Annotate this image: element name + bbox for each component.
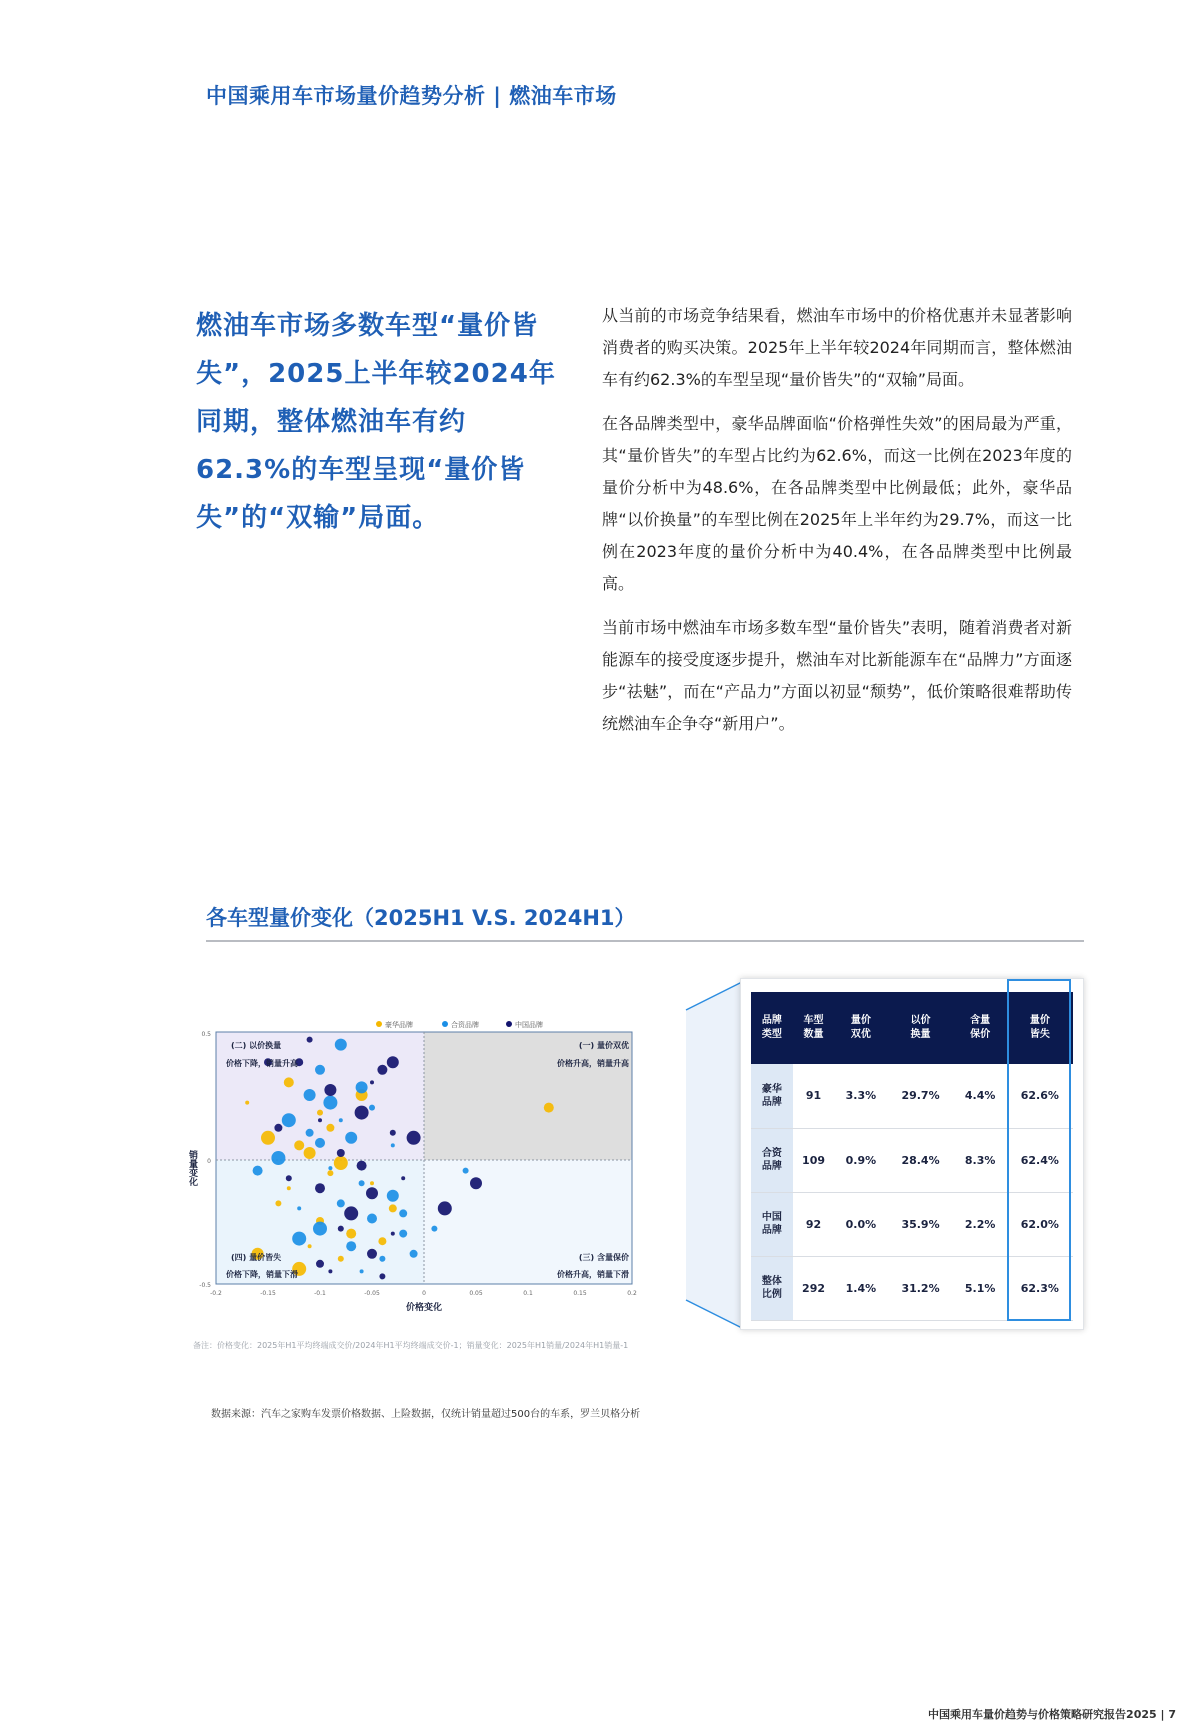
data-point-jv	[339, 1118, 343, 1122]
data-point-jv	[399, 1209, 407, 1217]
data-point-jv	[345, 1132, 357, 1144]
body-text	[602, 300, 1072, 752]
cell-count: 92	[793, 1192, 835, 1256]
header-price-for-volume: 以价 换量	[887, 992, 953, 1064]
cell-count: 91	[793, 1064, 835, 1128]
quadrant-3-subtitle: 价格升高，销量下滑	[557, 1270, 629, 1279]
data-point-jv	[346, 1241, 356, 1251]
callout-connector	[684, 980, 744, 1330]
quadrant-2-subtitle: 价格下降，销量升高	[226, 1059, 298, 1068]
table-row	[751, 1192, 1073, 1256]
data-point-jv	[271, 1151, 285, 1165]
lead-statement: 燃油车市场多数车型“量价皆失”，2025上半年较2024年同期，整体燃油车有约62.3%的车型呈现“量价皆失”的“双输”局面。	[196, 311, 556, 533]
data-point-jv	[360, 1269, 364, 1273]
data-point-jv	[431, 1226, 437, 1232]
data-point-luxury	[304, 1147, 316, 1159]
data-point-jv	[315, 1138, 325, 1148]
data-point-luxury	[261, 1131, 275, 1145]
cell-price-for-volume: 31.2%	[887, 1256, 953, 1320]
data-point-jv	[253, 1166, 263, 1176]
row-type: 整体 比例	[751, 1256, 793, 1320]
header-volume-price-up: 量价 双优	[834, 992, 887, 1064]
data-point-jv	[359, 1180, 365, 1186]
x-tick-label: -0.2	[210, 1290, 222, 1297]
data-point-chinese	[391, 1232, 395, 1236]
paragraph-2: 在各品牌类型中，豪华品牌面临“价格弹性失效”的困局最为严重，其“量价皆失”的车型占比约为62.6%，而这一比例在2023年度的量价分析中为48.6%，在各品牌类型中比例最低；此外，豪华品牌“以价换量”的车型比例在2025年上半年约为29.7%，而这一比例在2023年度的量价分析中为40.4%，在各品牌类型中比例最高。	[602, 414, 1072, 593]
data-point-luxury	[327, 1170, 333, 1176]
cell-count: 292	[793, 1256, 835, 1320]
data-point-luxury	[326, 1124, 334, 1132]
data-point-jv	[292, 1232, 306, 1246]
data-point-jv	[391, 1143, 395, 1147]
y-axis-label: 销量变化	[187, 1150, 197, 1186]
y-tick-bottom: -0.5	[199, 1282, 211, 1289]
data-point-chinese	[315, 1183, 325, 1193]
page-header: 中国乘用车市场量价趋势分析 | 燃油车市场	[206, 84, 617, 108]
summary-table	[751, 992, 1073, 1321]
data-point-chinese	[390, 1130, 396, 1136]
legend-marker-jv	[442, 1021, 448, 1027]
cell-both-up: 0.0%	[834, 1192, 887, 1256]
data-point-chinese	[366, 1187, 378, 1199]
y-tick-top: 0.5	[201, 1031, 211, 1038]
data-point-luxury	[389, 1204, 397, 1212]
data-point-chinese	[387, 1056, 399, 1068]
data-point-chinese	[338, 1226, 344, 1232]
cell-price-for-volume: 29.7%	[887, 1064, 953, 1128]
cell-count: 109	[793, 1128, 835, 1192]
cell-both-down: 62.4%	[1007, 1128, 1073, 1192]
data-point-chinese	[367, 1249, 377, 1259]
legend-marker-chinese	[506, 1021, 512, 1027]
quadrant-2-title: (二) 以价换量	[231, 1041, 282, 1050]
data-point-jv	[356, 1081, 368, 1093]
cell-price-for-volume: 28.4%	[887, 1128, 953, 1192]
data-point-jv	[337, 1199, 345, 1207]
data-point-luxury	[308, 1244, 312, 1248]
data-point-jv	[335, 1039, 347, 1051]
data-point-chinese	[407, 1131, 421, 1145]
data-point-chinese	[324, 1084, 336, 1096]
data-point-chinese	[355, 1106, 369, 1120]
table-row	[751, 1128, 1073, 1192]
x-axis-label: 价格变化	[405, 1303, 443, 1313]
cell-both-down: 62.6%	[1007, 1064, 1073, 1128]
data-point-luxury	[370, 1181, 374, 1185]
cell-both-down: 62.3%	[1007, 1256, 1073, 1320]
data-point-jv	[410, 1250, 418, 1258]
data-point-luxury	[338, 1256, 344, 1262]
data-point-chinese	[307, 1037, 313, 1043]
connector-wedge	[686, 982, 742, 1328]
data-point-chinese	[337, 1149, 345, 1157]
paragraph-3: 当前市场中燃油车市场多数车型“量价皆失”表明，随着消费者对新能源车的接受度逐步提升，燃油车对比新能源车在“品牌力”方面逐步“祛魅”，而在“产品力”方面以初显“颓势”，低价策略很难帮助传统燃油车企争夺“新用户”。	[602, 618, 1072, 733]
legend-label-jv: 合资品牌	[451, 1021, 479, 1029]
scatter-chart-svg	[184, 1010, 684, 1330]
quadrant-1-title: (一) 量价双优	[578, 1041, 629, 1050]
data-point-jv	[306, 1129, 314, 1137]
data-point-jv	[297, 1206, 301, 1210]
x-tick-label: 0	[422, 1290, 426, 1297]
row-type: 豪华 品牌	[751, 1064, 793, 1128]
row-type: 合资 品牌	[751, 1128, 793, 1192]
data-point-jv	[323, 1096, 337, 1110]
x-tick-label: -0.1	[314, 1290, 326, 1297]
x-tick-label: -0.05	[364, 1290, 380, 1297]
cell-value-retention: 8.3%	[954, 1128, 1007, 1192]
section-divider	[206, 940, 1084, 942]
data-point-chinese	[286, 1175, 292, 1181]
data-point-jv	[367, 1214, 377, 1224]
legend	[376, 1020, 543, 1029]
cell-price-for-volume: 35.9%	[887, 1192, 953, 1256]
data-point-chinese	[316, 1260, 324, 1268]
cell-both-down: 62.0%	[1007, 1192, 1073, 1256]
data-point-jv	[282, 1113, 296, 1127]
header-model-count: 车型 数量	[793, 992, 835, 1064]
row-type: 中国 品牌	[751, 1192, 793, 1256]
header-brand-type: 品牌 类型	[751, 992, 793, 1064]
cell-both-up: 0.9%	[834, 1128, 887, 1192]
section-title: 各车型量价变化（2025H1 V.S. 2024H1）	[206, 906, 636, 930]
chart-note: 备注：价格变化：2025年H1平均终端成交价/2024年H1平均终端成交价-1；销量变化：2025年H1销量/2024年H1销量-1	[193, 1341, 629, 1350]
table-row	[751, 1064, 1073, 1128]
quadrant-4-title: (四) 量价皆失	[231, 1253, 282, 1262]
data-point-jv	[328, 1166, 332, 1170]
quadrant-1-bg	[424, 1032, 632, 1160]
data-point-jv	[369, 1105, 375, 1111]
quadrant-3-title: (三) 含量保价	[578, 1253, 629, 1262]
data-point-chinese	[318, 1118, 322, 1122]
data-point-chinese	[274, 1124, 282, 1132]
data-point-luxury	[287, 1186, 291, 1190]
x-tick-label: 0.2	[627, 1290, 637, 1297]
header-value-retention: 含量 保价	[954, 992, 1007, 1064]
x-tick-label: 0.05	[469, 1290, 483, 1297]
data-point-chinese	[344, 1206, 358, 1220]
data-point-jv	[315, 1065, 325, 1075]
data-point-jv	[387, 1190, 399, 1202]
data-point-luxury	[284, 1077, 294, 1087]
quadrant-4-subtitle: 价格下降，销量下滑	[226, 1270, 298, 1279]
data-point-luxury	[317, 1110, 323, 1116]
table-row	[751, 1256, 1073, 1320]
quadrant-3-bg	[424, 1160, 632, 1284]
legend-marker-luxury	[376, 1021, 382, 1027]
data-point-jv	[463, 1168, 469, 1174]
legend-label-luxury: 豪华品牌	[385, 1021, 413, 1029]
data-point-luxury	[294, 1140, 304, 1150]
x-tick-label: 0.1	[523, 1290, 533, 1297]
data-point-chinese	[470, 1177, 482, 1189]
legend-label-chinese: 中国品牌	[515, 1021, 543, 1029]
summary-table-card	[740, 978, 1084, 1330]
data-point-luxury	[245, 1101, 249, 1105]
data-point-chinese	[357, 1161, 367, 1171]
data-point-jv	[304, 1089, 316, 1101]
data-point-chinese	[328, 1269, 332, 1273]
data-point-chinese	[370, 1080, 374, 1084]
cell-value-retention: 5.1%	[954, 1256, 1007, 1320]
scatter-chart	[184, 1010, 684, 1330]
data-point-jv	[379, 1256, 385, 1262]
data-point-chinese	[438, 1201, 452, 1215]
data-point-luxury	[275, 1200, 281, 1206]
data-point-luxury	[334, 1156, 348, 1170]
data-point-luxury	[346, 1229, 356, 1239]
data-point-chinese	[401, 1176, 405, 1180]
quadrant-1-subtitle: 价格升高，销量升高	[557, 1059, 629, 1068]
data-source: 数据来源：汽车之家购车发票价格数据、上险数据，仅统计销量超过500台的车系，罗兰贝格分析	[211, 1409, 641, 1420]
cell-value-retention: 4.4%	[954, 1064, 1007, 1128]
header-both-down: 量价 皆失	[1007, 992, 1073, 1064]
cell-both-up: 3.3%	[834, 1064, 887, 1128]
data-point-jv	[313, 1222, 327, 1236]
table-header-row	[751, 992, 1073, 1064]
page-footer: 中国乘用车量价趋势与价格策略研究报告2025 | 7	[928, 1708, 1176, 1721]
x-axis-ticks	[210, 1290, 637, 1297]
x-tick-label: -0.15	[260, 1290, 276, 1297]
paragraph-1: 从当前的市场竞争结果看，燃油车市场中的价格优惠并未显著影响消费者的购买决策。2025年上半年较2024年同期而言，整体燃油车有约62.3%的车型呈现“量价皆失”的“双输”局面。	[602, 306, 1072, 389]
data-point-luxury	[378, 1237, 386, 1245]
x-tick-label: 0.15	[573, 1290, 587, 1297]
data-point-chinese	[377, 1065, 387, 1075]
data-point-luxury	[544, 1103, 554, 1113]
cell-value-retention: 2.2%	[954, 1192, 1007, 1256]
data-point-chinese	[379, 1273, 385, 1279]
cell-both-up: 1.4%	[834, 1256, 887, 1320]
y-tick-zero: 0	[207, 1158, 211, 1165]
data-point-jv	[399, 1230, 407, 1238]
